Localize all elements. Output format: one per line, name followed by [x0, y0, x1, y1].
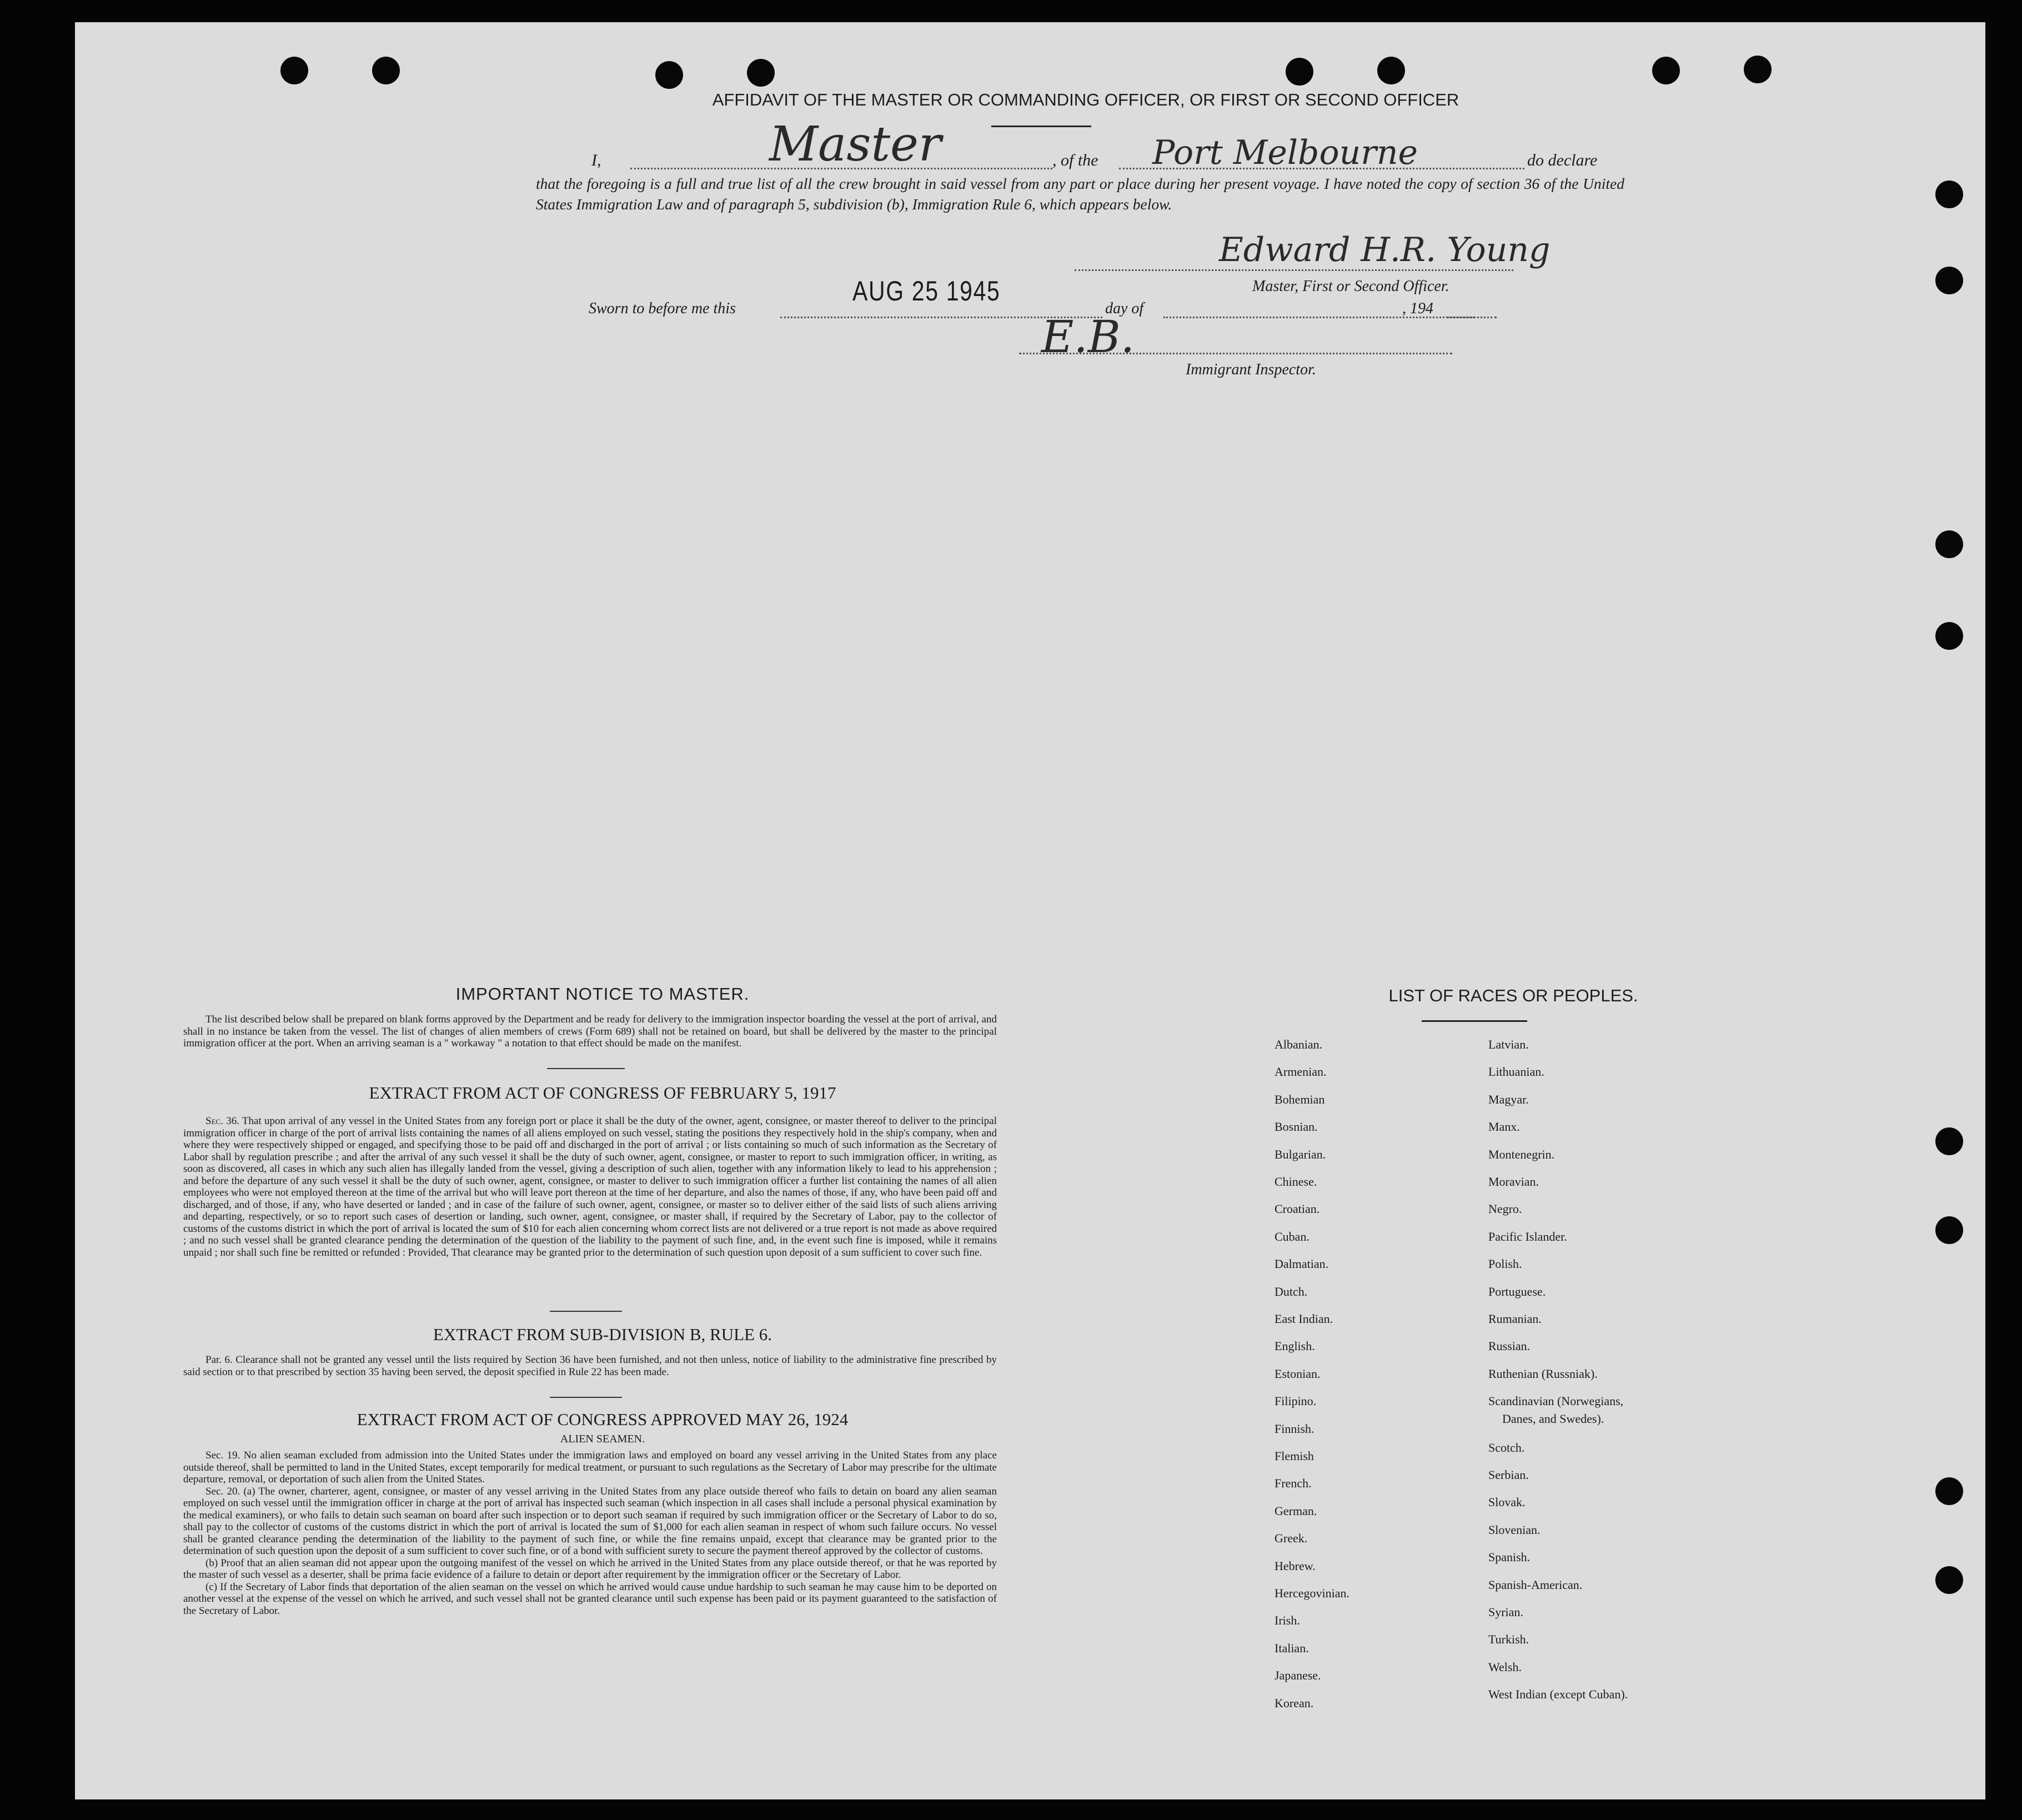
divider [547, 1068, 625, 1069]
inspector-line [1019, 353, 1452, 354]
inspector-signature: E.B. [1041, 311, 1135, 363]
handwritten-ship: Port Melbourne [1152, 133, 1418, 172]
race-item: Danes, and Swedes). [1502, 1412, 1604, 1426]
punch-hole [1286, 58, 1313, 86]
race-item: Greek. [1275, 1531, 1308, 1546]
race-item: German. [1275, 1503, 1317, 1518]
punch-hole [1935, 1216, 1963, 1244]
extract-1924-text [183, 1450, 997, 1617]
punch-hole [1935, 1566, 1963, 1594]
punch-hole [1935, 181, 1963, 208]
punch-hole [655, 61, 683, 89]
punch-hole [372, 57, 400, 84]
race-item: Spanish-American. [1488, 1577, 1583, 1592]
extract-1917-text [183, 1115, 997, 1259]
race-item: Welsh. [1488, 1659, 1522, 1674]
punch-hole [1377, 57, 1405, 84]
affidavit-do-declare: do declare [1527, 151, 1598, 169]
race-item: Estonian. [1275, 1366, 1321, 1381]
race-item: Hercegovinian. [1275, 1586, 1349, 1600]
race-item: Japanese. [1275, 1668, 1321, 1683]
affidavit-body: that the foregoing is a full and true list of all the crew brought in said vessel from any part or place during her present voyage. I have noted the copy of section 36 of the United States Immigration Law and of paragraph 5, subdivision (b), Immigration Rule 6, which appears below. [536, 175, 1624, 213]
notice-paragraph: The list described below shall be prepared on blank forms approved by the Department and be ready for delivery to the immigration inspector boarding the vessel at the port of arrival, and shall in no instance be taken from the vessel. The list of changes of alien members of crews (Form 689) shall not be retained on board, but shall be delivered by the master to the principal immigration officer at the port. When an arriving seaman is a " workaway " a notation to that effect should be made on the manifest. [183, 1014, 997, 1049]
race-item: Slovenian. [1488, 1522, 1541, 1537]
race-item: Slovak. [1488, 1495, 1526, 1510]
punch-hole [1652, 57, 1680, 84]
race-item: Flemish [1275, 1449, 1314, 1463]
punch-hole [1744, 56, 1772, 83]
affidavit-of-the: , of the [1052, 151, 1098, 169]
race-item: Magyar. [1488, 1092, 1529, 1106]
punch-hole [1935, 267, 1963, 294]
race-item: Turkish. [1488, 1632, 1529, 1647]
extract-1917-title: EXTRACT FROM ACT OF CONGRESS OF FEBRUARY 5, 1917 [369, 1083, 836, 1102]
race-item: Armenian. [1275, 1065, 1327, 1079]
race-item: Italian. [1275, 1641, 1309, 1655]
race-item: Russian. [1488, 1339, 1531, 1353]
sworn-label: Sworn to before me this [589, 300, 736, 317]
race-item: Ruthenian (Russniak). [1488, 1366, 1598, 1381]
race-item: Moravian. [1488, 1175, 1539, 1189]
race-item: Syrian. [1488, 1605, 1523, 1619]
punch-hole [1935, 1127, 1963, 1155]
race-item: Irish. [1275, 1613, 1300, 1628]
race-item: Spanish. [1488, 1550, 1531, 1565]
master-signature: Edward H.R. Young [1219, 230, 1551, 269]
race-item: Portuguese. [1488, 1284, 1546, 1298]
race-item: Manx. [1488, 1120, 1520, 1134]
document-sheet [75, 22, 1985, 1799]
race-item: Montenegrin. [1488, 1147, 1555, 1161]
race-item: Scandinavian (Norwegians, [1488, 1394, 1624, 1408]
year-line [1447, 317, 1497, 318]
race-item: Polish. [1488, 1257, 1522, 1271]
extract-rule6-body: Par. 6. Clearance shall not be granted any vessel until the lists required by Section 36 have been furnished, and not then unless, notice of liability to the administrative fine prescribed by said section or to that prescribed by section 35 having been served, the deposit specified in Rule 22 has been made. [183, 1354, 997, 1378]
extract-1924-sec20a: Sec. 20. (a) The owner, charterer, agent, consignee, or master of any vessel arriving in the United States from any place outside thereof who fails to detain on board any alien seaman employed on such vessel until the immigration officer in charge at the port of arrival has inspected such seaman (which inspection in all cases shall include a personal physical examination by the medical examiners), or who fails to detain such seaman on board after such inspection or to deport such seaman if required by such immigration officer or the Secretary of Labor to do so, shall pay to the collector of customs of the customs district in which the port of arrival is located the sum of $1,000 for each alien seaman in respect of whom such failure occurs. No vessel shall be granted clearance pending the determination of the liability to the payment of such fine, or while the fine remains unpaid, except that clearance may be granted prior to the determination of such question upon the deposit of a sum sufficient to cover such fine, or of a bond with sufficient surety to secure the payment thereof approved by the collector of customs. [183, 1485, 997, 1557]
day-of-label: day of [1105, 300, 1144, 317]
race-item: Finnish. [1275, 1421, 1314, 1436]
extract-1924-title: EXTRACT FROM ACT OF CONGRESS APPROVED MAY 26, 1924 [357, 1410, 849, 1429]
races-title: LIST OF RACES OR PEOPLES. [1388, 986, 1638, 1005]
race-item: Korean. [1275, 1696, 1314, 1710]
race-item: Rumanian. [1488, 1312, 1542, 1326]
extract-1924-subtitle: ALIEN SEAMEN. [560, 1433, 645, 1445]
race-item: Bulgarian. [1275, 1147, 1326, 1161]
notice-title: IMPORTANT NOTICE TO MASTER. [455, 984, 750, 1004]
race-item: Filipino. [1275, 1394, 1317, 1408]
signature-line [1075, 269, 1513, 271]
races-title-rule [1422, 1020, 1527, 1022]
title-rule [991, 126, 1091, 127]
handwritten-rank: Master [769, 117, 942, 172]
punch-hole [1935, 530, 1963, 558]
affidavit-i: I, [591, 151, 601, 169]
extract-1924-sec20c: (c) If the Secretary of Labor finds that deportation of the alien seaman on the vessel on which he arrived would cause undue hardship to such seaman he may cause him to be deported on another vessel at the expense of the vessel on which he arrived, and such vessel shall not be granted clearance until such expense has been paid or its payment guaranteed to the satisfaction of the Secretary of Labor. [183, 1581, 997, 1617]
year-label: , 194 [1402, 300, 1433, 317]
race-item: Lithuanian. [1488, 1065, 1544, 1079]
race-item: Albanian. [1275, 1037, 1323, 1051]
race-item: East Indian. [1275, 1312, 1333, 1326]
race-item: West Indian (except Cuban). [1488, 1687, 1628, 1702]
extract-1924-sec19: Sec. 19. No alien seaman excluded from admission into the United States under the immigration laws and employed on board any vessel arriving in the United States from any place outside thereof, shall be permitted to land in the United States, except temporarily for medical treatment, or pursuant to such regulations as the Secretary of Labor may prescribe for the ultimate departure, removal, or deportation of such alien from the United States. [183, 1450, 997, 1485]
race-item: French. [1275, 1476, 1312, 1491]
signature-caption: Master, First or Second Officer. [1252, 278, 1449, 295]
race-item: Pacific Islander. [1488, 1229, 1567, 1244]
race-item: Cuban. [1275, 1229, 1309, 1244]
race-item: Latvian. [1488, 1037, 1529, 1051]
punch-hole [280, 57, 308, 84]
punch-hole [747, 59, 775, 87]
extract-rule6-text [183, 1354, 997, 1378]
inspector-caption: Immigrant Inspector. [1186, 361, 1316, 378]
punch-hole [1935, 1477, 1963, 1505]
race-item: Bosnian. [1275, 1120, 1318, 1134]
extract-1917-section: Sec. 36. [205, 1115, 239, 1127]
date-stamp: AUG 25 1945 [852, 275, 1001, 307]
notice-text [183, 1014, 997, 1050]
divider [550, 1397, 622, 1398]
extract-1924-sec20b: (b) Proof that an alien seaman did not appear upon the outgoing manifest of the vessel on which he arrived in the United States from any place outside thereof, or that he was reported by the master of such vessel as a deserter, shall be prima facie evidence of a failure to detain or deport after requirement by the immigration officer or the Secretary of Labor. [183, 1557, 997, 1581]
affidavit-title: AFFIDAVIT OF THE MASTER OR COMMANDING OFFICER, OR FIRST OR SECOND OFFICER [712, 90, 1459, 109]
race-item: Scotch. [1488, 1440, 1525, 1455]
race-item: Negro. [1488, 1202, 1522, 1216]
race-item: Dutch. [1275, 1284, 1308, 1298]
race-item: Hebrew. [1275, 1558, 1316, 1573]
divider [550, 1311, 622, 1312]
race-item: Bohemian [1275, 1092, 1325, 1106]
race-item: Serbian. [1488, 1468, 1529, 1482]
race-item: Chinese. [1275, 1175, 1317, 1189]
extract-rule6-title: EXTRACT FROM SUB-DIVISION B, RULE 6. [433, 1325, 772, 1344]
punch-hole [1935, 622, 1963, 650]
race-item: Croatian. [1275, 1202, 1320, 1216]
race-item: English. [1275, 1339, 1315, 1353]
race-item: Dalmatian. [1275, 1257, 1329, 1271]
extract-1917-body: That upon arrival of any vessel in the United States from any foreign port or place it shall be the duty of the owner, agent, consignee, or master thereof to deliver to the principal immigration officer in charge of the port of arrival lists containing the names of all aliens employed on such vessel, stating the positions they respectively hold in the ship's company, when and where they were respectively shipped or engaged, and specifying those to be paid off and discharged in the port of arrival ; or lists containing so much of such information as the Secretary of Labor shall by regulation prescribe ; and after the arrival of any such vessel it shall be the duty of such owner, agent, consignee, or master to report to such immigration officer, in writing, as soon as discovered, all cases in which any such alien has illegally landed from the vessel, giving a description of such alien, together with any information likely to lead to his apprehension ; and before the departure of any such vessel it shall be the duty of such owner, agent, consignee, or master to deliver to such immigration officer a further list containing the names of all alien employees who were not employed thereon at the time of the arrival but who will leave port thereon at the time of her departure, and also the names of those, if any, who have been paid off and discharged, and of those, if any, who have deserted or landed ; and in case of the failure of such owner, agent, consignee, or master so to deliver either of the said lists of such aliens arriving and departing, respectively, or so to report such cases of desertion or landing, such owner, agent, consignee, or master shall, if required by the Secretary of Labor, pay to the collector of customs of the customs district in which the port of arrival is located the sum of $10 for each alien concerning whom correct lists are not delivered or a true report is not made as above required ; and no such vessel shall be granted clearance pending the determination of the question of the liability to the payment of such fine, and, in the event such fine is imposed, while it remains unpaid ; nor shall such fine be remitted or refunded : Provided, That clearance may be granted prior to the determination of such question upon deposit of a sum sufficient to cover such fine. [183, 1115, 997, 1259]
